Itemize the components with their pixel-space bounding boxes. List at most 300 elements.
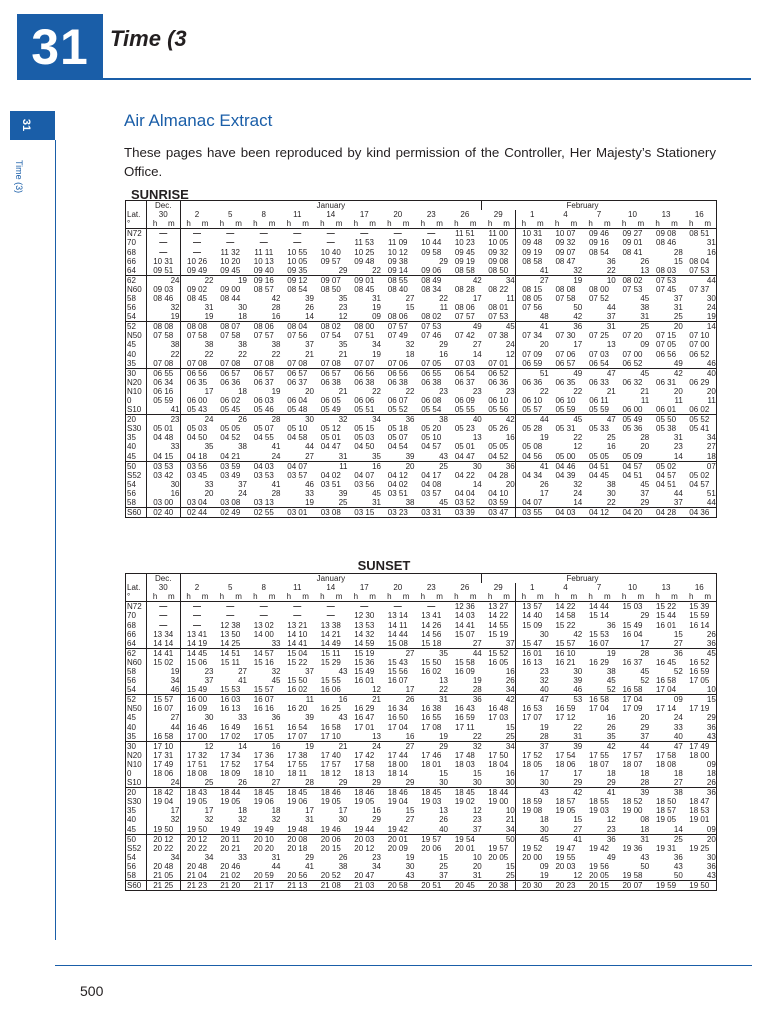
time-cell: 29 (405, 778, 415, 788)
day-header: 11 (293, 583, 302, 593)
time-cell: 20 51 (415, 881, 449, 891)
hours-unit: h (415, 219, 432, 229)
time-cell: 20 08 (281, 834, 315, 844)
time-cell: 16 03 (214, 695, 248, 705)
time-cell: 16 51 (253, 722, 274, 732)
time-cell: 51 (515, 368, 549, 378)
time-cell: 04 28 (488, 470, 509, 480)
time-cell: 10 55 (287, 247, 308, 257)
hours-unit: h (381, 592, 398, 602)
time-cell: 44 (616, 741, 650, 751)
time-cell: 40 (673, 731, 683, 741)
time-cell: 04 45 (588, 470, 609, 480)
time-cell: 09 02 (180, 285, 214, 294)
time-cell: 07 08 (153, 358, 174, 368)
time-cell: — (326, 611, 335, 621)
time-cell: 13 (640, 265, 650, 275)
hours-unit: h (180, 219, 197, 229)
time-cell: 43 (515, 788, 549, 798)
time-cell: 15 58 (454, 657, 475, 667)
time-cell: 19 25 (689, 843, 710, 853)
time-cell: 17 (515, 769, 549, 778)
intro-paragraph: These pages have been reproduced by kind permission of the Controller, Her Majesty’s Stationery Office. (124, 145, 716, 179)
time-cell: 05 26 (488, 424, 509, 434)
hours-unit: h (482, 592, 499, 602)
time-cell: 38 (606, 666, 616, 676)
time-cell: 22 (573, 386, 583, 396)
time-cell: 03 56 (354, 479, 375, 489)
time-cell: 09 57 (320, 256, 341, 266)
time-cell: 19 59 (649, 881, 683, 891)
sunrise-title: SUNRISE (131, 187, 189, 202)
time-cell: 20 12 (180, 834, 214, 844)
time-cell: 15 50 (421, 657, 442, 667)
time-cell: 06 05 (320, 396, 341, 406)
time-cell: 16 02 (287, 685, 308, 695)
time-cell: 18 53 (689, 806, 710, 816)
latitude-cell: 54 (126, 685, 147, 695)
time-cell: 46 (706, 358, 716, 368)
time-cell: 30 (170, 479, 180, 489)
time-cell: 07 58 (220, 331, 241, 341)
time-cell: 34 (372, 340, 382, 350)
time-cell: 15 19 (488, 629, 509, 639)
time-cell: 14 57 (247, 648, 281, 658)
table-row (126, 368, 717, 378)
time-cell: 14 21 (320, 629, 341, 639)
hours-unit: h (281, 219, 298, 229)
time-cell: 20 48 (153, 861, 174, 871)
time-cell: 07 57 (381, 322, 415, 332)
time-cell: 04 18 (180, 452, 214, 462)
time-cell: 29 (606, 778, 616, 788)
time-cell: 04 39 (555, 470, 576, 480)
time-cell: 14 32 (354, 629, 375, 639)
time-cell: 06 10 (488, 396, 509, 406)
time-cell: 39 (305, 713, 315, 723)
time-cell: 34 (372, 861, 382, 871)
time-cell: 09 58 (421, 247, 442, 257)
time-cell: 05 46 (253, 405, 274, 415)
time-cell: 21 (606, 386, 616, 396)
time-cell: 32 (170, 303, 180, 313)
time-cell: 05 12 (320, 424, 341, 434)
time-cell: 17 32 (180, 751, 214, 760)
time-cell: 20 58 (381, 881, 415, 891)
time-cell: 08 45 (180, 294, 214, 303)
time-cell: — (360, 602, 369, 612)
time-cell: 11 (674, 396, 683, 406)
time-cell: 04 58 (287, 433, 308, 443)
time-cell: 28 (673, 247, 683, 257)
time-cell: 18 45 (281, 788, 315, 798)
time-cell: 18 59 (515, 797, 549, 806)
time-cell: 06 36 (488, 377, 509, 387)
table-row (126, 658, 717, 667)
day-header: 10 (628, 583, 637, 593)
time-cell: 12 (472, 806, 482, 816)
time-cell: 04 28 (649, 508, 683, 518)
time-cell: 11 (314, 461, 348, 471)
minutes-unit: m (498, 592, 515, 602)
time-cell: 16 10 (549, 648, 583, 658)
time-cell: 21 02 (220, 871, 241, 881)
time-cell: 33 (180, 480, 214, 489)
chapter-title: Time (3 (110, 26, 187, 51)
time-cell: 05 09 (622, 451, 643, 461)
time-cell: 27 (405, 293, 415, 303)
time-cell: 04 52 (488, 451, 509, 461)
time-cell: 14 22 (488, 611, 509, 621)
time-cell: 20 38 (482, 881, 516, 891)
time-cell: 09 35 (287, 265, 308, 275)
time-cell: 06 04 (287, 396, 308, 406)
time-cell: 21 (348, 695, 382, 705)
time-cell: 03 00 (153, 498, 174, 508)
time-cell: 32 (271, 666, 281, 676)
time-cell: 06 55 (147, 368, 181, 378)
time-cell: 09 01 (348, 275, 382, 285)
time-cell: 03 52 (454, 498, 475, 508)
time-cell: 27 (381, 741, 415, 751)
latitude-cell: 52 (126, 695, 147, 705)
time-cell: 29 (439, 256, 449, 266)
time-cell: 34 (706, 433, 716, 443)
time-cell: 30 (573, 666, 583, 676)
time-cell: 13 41 (180, 630, 214, 639)
time-cell: 30 (505, 778, 515, 788)
time-cell: 08 06 (387, 312, 408, 322)
time-cell: 05 59 (588, 405, 609, 415)
time-cell: 16 01 (515, 648, 549, 658)
chapter-number-box (17, 14, 103, 80)
time-cell: 04 21 (220, 451, 241, 461)
day-header: 23 (426, 583, 436, 593)
time-cell: 45 (515, 834, 549, 844)
time-cell: 49 (673, 358, 683, 368)
day-header: 26 (460, 583, 470, 593)
time-cell: 07 05 (656, 340, 677, 350)
time-cell: 03 01 (281, 508, 315, 518)
time-cell: — (226, 238, 235, 248)
time-cell: 16 43 (454, 704, 475, 714)
time-cell: 39 (573, 676, 583, 686)
time-cell: 05 00 (555, 451, 576, 461)
minutes-unit: m (230, 219, 247, 229)
time-cell: 20 12 (354, 843, 375, 853)
latitude-cell: 40 (126, 723, 147, 732)
table-row (126, 806, 717, 815)
time-cell: 17 49 (153, 759, 174, 769)
latitude-cell: 58 (126, 294, 147, 303)
latitude-cell: N72 (126, 602, 147, 612)
time-cell: 27 (673, 778, 683, 788)
time-cell: 43 (706, 871, 716, 881)
time-cell: 15 43 (387, 657, 408, 667)
time-cell: 20 15 (320, 843, 341, 853)
time-cell: 18 (238, 386, 248, 396)
latitude-cell: 50 (126, 834, 147, 844)
table-row (126, 489, 717, 498)
time-cell: 21 (338, 386, 348, 396)
time-cell: 43 (439, 451, 449, 461)
time-cell: 22 (606, 498, 616, 508)
time-cell: 10 44 (421, 238, 442, 248)
time-cell: 14 (573, 498, 583, 508)
time-cell: 32 (180, 815, 214, 824)
time-cell: 04 34 (515, 471, 549, 480)
time-cell: 04 57 (656, 470, 677, 480)
time-cell: 52 (640, 676, 650, 686)
time-cell: 47 (582, 415, 616, 425)
time-cell: 17 (573, 769, 583, 779)
time-cell: 38 (238, 340, 248, 350)
time-cell: 14 03 (454, 611, 475, 621)
time-cell: 09 16 (588, 238, 609, 248)
time-cell: 05 01 (454, 442, 475, 452)
time-cell: 17 46 (421, 750, 442, 760)
table-row (126, 881, 717, 891)
time-cell: 16 01 (656, 620, 677, 630)
time-cell: 08 07 (214, 322, 248, 332)
time-cell: 32 (271, 815, 281, 825)
time-cell: 06 03 (253, 396, 274, 406)
time-cell: 17 (180, 387, 214, 396)
time-cell: 15 09 (515, 620, 549, 629)
time-cell: 04 51 (622, 470, 643, 480)
time-cell: 27 (706, 442, 716, 452)
time-cell: 04 52 (220, 433, 241, 443)
table-row (126, 480, 717, 489)
minutes-unit: m (632, 219, 649, 229)
day-header: 2 (180, 583, 214, 592)
time-cell: 47 (515, 695, 549, 705)
time-cell: 25 (439, 861, 449, 871)
time-cell: 09 (706, 759, 716, 769)
time-cell: 18 13 (354, 769, 375, 779)
time-cell: 19 49 (220, 824, 241, 834)
time-cell: 26 (305, 303, 315, 313)
time-cell: 09 38 (387, 256, 408, 266)
time-cell: 07 (683, 461, 717, 471)
time-cell: 47 (582, 368, 616, 378)
time-cell: 16 (505, 666, 515, 676)
time-cell: 20 (673, 386, 683, 396)
table-row (126, 331, 717, 340)
time-cell: 04 07 (515, 498, 549, 508)
time-cell: 05 45 (220, 405, 241, 415)
time-cell: 26 (515, 480, 549, 489)
time-cell: 27 (472, 638, 482, 648)
hours-unit: h (683, 592, 700, 602)
hours-unit: h (281, 592, 298, 602)
time-cell: 21 (338, 349, 348, 359)
time-cell: 14 11 (388, 620, 408, 630)
time-cell: 20 (180, 489, 214, 498)
time-cell: 12 (573, 871, 583, 881)
latitude-cell: S60 (126, 881, 147, 891)
time-cell: 22 (170, 349, 180, 359)
time-cell: 14 25 (220, 638, 241, 648)
latitude-cell: 70 (126, 238, 147, 247)
time-cell: 06 08 (421, 396, 442, 406)
time-cell: 20 (649, 322, 683, 332)
time-cell: 16 (314, 695, 348, 705)
time-cell: 38 (405, 498, 415, 508)
time-cell: 30 (281, 415, 315, 425)
time-cell: 18 03 (454, 759, 475, 769)
time-cell: 06 38 (421, 377, 442, 387)
time-cell: 17 03 (488, 713, 509, 723)
time-cell: 20 48 (180, 862, 214, 871)
time-cell: 44 (515, 415, 549, 425)
time-cell: 29 (439, 340, 449, 350)
time-cell: 16 29 (354, 704, 375, 714)
time-cell: 20 20 (253, 843, 274, 853)
table-row (126, 285, 717, 294)
time-cell: 17 52 (515, 751, 549, 760)
time-cell: 19 01 (689, 815, 710, 825)
time-cell: 27 (573, 824, 583, 834)
table-row (126, 461, 717, 471)
time-cell: 31 (472, 871, 482, 881)
time-cell: 20 03 (348, 834, 382, 844)
time-cell: 43 (338, 666, 348, 676)
time-cell: 19 57 (415, 834, 449, 844)
time-cell: 17 10 (320, 731, 341, 741)
time-cell: 07 58 (555, 293, 576, 303)
time-cell: 34 (170, 852, 180, 862)
hours-unit: h (549, 592, 566, 602)
time-cell: 04 47 (454, 451, 475, 461)
time-cell: 07 06 (387, 358, 408, 368)
time-cell: 09 27 (622, 229, 643, 239)
time-cell: 18 (706, 769, 716, 779)
latitude-cell: S52 (126, 471, 147, 480)
time-cell: 06 16 (153, 386, 174, 396)
time-cell: 06 06 (354, 396, 375, 406)
time-cell: 17 (640, 638, 650, 648)
time-cell: 15 (683, 695, 717, 705)
time-cell: 22 (372, 265, 382, 275)
time-cell: 17 31 (153, 750, 174, 760)
time-cell: 17 36 (253, 750, 274, 760)
latitude-cell: 30 (126, 741, 147, 751)
time-cell: — (293, 602, 302, 612)
minutes-unit: m (465, 592, 482, 602)
time-cell: 17 04 (387, 722, 408, 732)
latitude-cell: N20 (126, 751, 147, 760)
latitude-cell: 56 (126, 303, 147, 312)
time-cell: 04 02 (320, 470, 341, 480)
time-cell: 06 37 (253, 377, 274, 387)
time-cell: 04 07 (354, 470, 375, 480)
hours-unit: h (448, 592, 465, 602)
latitude-cell: 45 (126, 825, 147, 835)
chapter-number: 31 (31, 19, 89, 75)
table-row (126, 359, 717, 369)
time-cell: 22 (472, 731, 482, 741)
time-cell: 36 (582, 834, 616, 844)
time-cell: 04 55 (253, 433, 274, 443)
time-cell: 19 31 (656, 843, 677, 853)
time-cell: 27 (271, 778, 281, 788)
time-cell: 17 19 (689, 704, 710, 714)
time-cell: 17 05 (689, 676, 710, 686)
hours-unit: h (616, 592, 633, 602)
time-cell: 42 (573, 629, 583, 639)
time-cell: 06 57 (314, 368, 348, 378)
hours-unit: h (649, 219, 666, 229)
time-cell: 38 (170, 340, 180, 350)
time-cell: 03 45 (180, 471, 214, 480)
time-cell: 15 (673, 629, 683, 639)
time-cell: 20 56 (287, 871, 308, 881)
time-cell: 08 50 (320, 284, 341, 294)
time-cell: 20 11 (214, 834, 248, 844)
time-cell: 08 05 (515, 294, 549, 303)
time-cell: 06 36 (515, 378, 549, 387)
time-cell: 20 (472, 861, 482, 871)
time-cell: 18 44 (482, 788, 516, 798)
time-cell: 15 02 (153, 657, 174, 667)
time-cell: 03 51 (320, 479, 341, 489)
latitude-cell: 30 (126, 368, 147, 378)
time-cell: 16 25 (320, 704, 341, 714)
day-header: 4 (563, 583, 568, 593)
time-cell: 21 04 (180, 871, 214, 881)
time-cell: 04 03 (549, 508, 583, 518)
time-cell: 36 (606, 620, 616, 630)
time-cell: 27 (170, 713, 180, 723)
day-header: 5 (228, 210, 233, 220)
time-cell: 16 45 (656, 657, 677, 667)
time-cell: 09 46 (588, 229, 609, 239)
time-cell: 07 57 (454, 312, 475, 322)
time-cell: 19 (405, 852, 415, 862)
time-cell: 25 (673, 312, 683, 322)
minutes-unit: m (264, 219, 281, 229)
time-cell: 06 56 (656, 349, 677, 359)
time-cell: 22 (180, 275, 214, 285)
time-cell: 34 (170, 676, 180, 686)
time-cell: 28 (472, 685, 482, 695)
day-header: 7 (596, 210, 602, 220)
time-cell: 03 57 (421, 488, 442, 498)
day-header: 5 (228, 583, 233, 593)
time-cell: 16 48 (488, 704, 509, 714)
time-cell: 18 08 (180, 769, 214, 778)
day-header: 30 (158, 210, 168, 220)
time-cell: 20 59 (253, 871, 274, 881)
time-cell: — (326, 238, 335, 248)
time-cell: 20 06 (421, 843, 442, 853)
time-cell: 06 07 (387, 396, 408, 406)
time-cell: 14 41 (454, 620, 475, 630)
time-cell: 12 (372, 685, 382, 695)
time-cell: 16 58 (622, 685, 643, 695)
time-cell: 15 (505, 861, 515, 871)
time-cell: 24 (348, 741, 382, 751)
time-cell: 14 00 (253, 629, 274, 639)
time-cell: 14 41 (287, 638, 308, 648)
time-cell: 16 (348, 461, 382, 471)
time-cell: 13 21 (287, 620, 308, 630)
time-cell: — (180, 620, 214, 629)
time-cell: 11 00 (488, 229, 508, 239)
time-cell: 30 (706, 293, 716, 303)
time-cell: 27 (238, 666, 248, 676)
